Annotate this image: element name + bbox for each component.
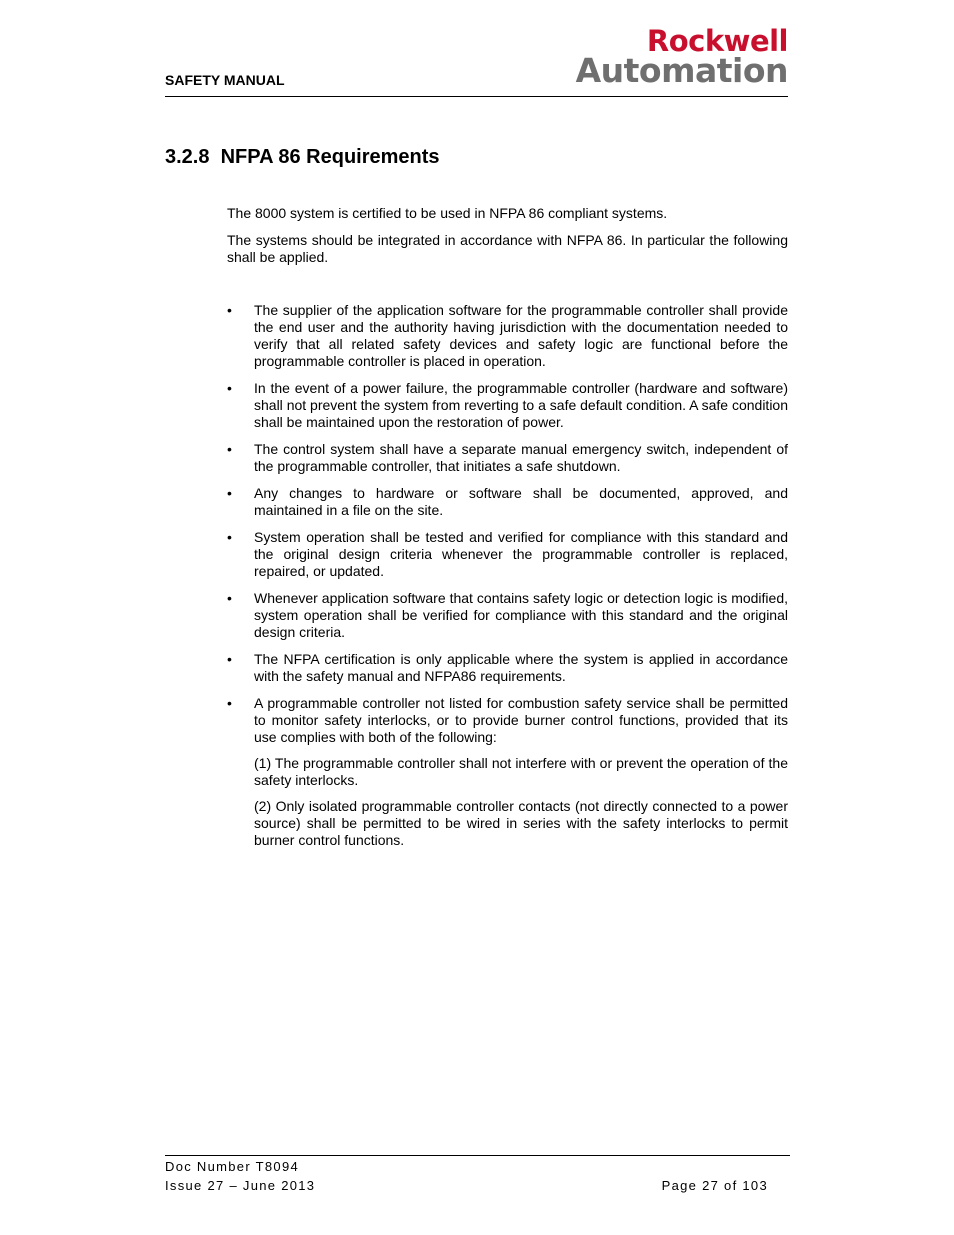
list-item-text: The supplier of the application software for the programmable controller shall provide the end user and the authority having jurisdiction with the documentation needed to verify that all related safety devices and safety logic are functional before the programmable controller is placed in operation. xyxy=(254,302,788,369)
bullet-icon: • xyxy=(227,695,232,711)
page-number: Page 27 of 103 xyxy=(661,1178,768,1193)
list-item-text: The control system shall have a separate manual emergency switch, independent of the programmable controller, that initiates a safe shutdown. xyxy=(254,441,788,474)
section-number: 3.2.8 xyxy=(165,146,210,168)
bullet-icon: • xyxy=(227,485,232,501)
page-footer xyxy=(165,1155,790,1193)
list-item xyxy=(227,695,788,849)
list-item-text: In the event of a power failure, the programmable controller (hardware and software) shall not prevent the system from reverting to a safe default condition. A safe condition shall be maintained upon the restoration of power. xyxy=(254,380,788,430)
list-item-text: Any changes to hardware or software shall be documented, approved, and maintained in a file on the site. xyxy=(254,485,788,518)
header-title: SAFETY MANUAL xyxy=(165,72,285,88)
bullet-icon: • xyxy=(227,529,232,545)
page-header xyxy=(165,26,788,97)
doc-number: Doc Number T8094 xyxy=(165,1159,300,1174)
bullet-icon: • xyxy=(227,651,232,667)
list-item xyxy=(227,441,788,475)
list-item xyxy=(227,302,788,370)
list-item-text: The NFPA certification is only applicable where the system is applied in accordance with the safety manual and NFPA86 requirements. xyxy=(254,651,788,684)
sub-item-1: (1) The programmable controller shall not interfere with or prevent the operation of the safety interlocks. xyxy=(254,755,788,788)
bullet-icon: • xyxy=(227,441,232,457)
section-heading xyxy=(165,146,440,169)
logo-text-rockwell: Rockwell xyxy=(646,24,788,58)
list-item-text: A programmable controller not listed for combustion safety service shall be permitted to monitor safety interlocks, or to provide burner control functions, provided that its use complies with both of the following: xyxy=(254,695,788,745)
logo-text-automation: Automation xyxy=(575,51,788,90)
bullet-icon: • xyxy=(227,590,232,606)
list-item xyxy=(227,651,788,685)
sub-item-2: (2) Only isolated programmable controller contacts (not directly connected to a power source) shall be permitted to be wired in series with the safety interlocks to permit burner control functions. xyxy=(254,798,788,848)
rockwell-automation-logo xyxy=(575,24,788,90)
list-item xyxy=(227,529,788,580)
intro-paragraph-1: The 8000 system is certified to be used in NFPA 86 compliant systems. xyxy=(227,205,668,221)
bullet-icon: • xyxy=(227,380,232,396)
requirements-list xyxy=(227,302,788,849)
section-title: NFPA 86 Requirements xyxy=(220,146,440,168)
list-item-text: Whenever application software that contains safety logic or detection logic is modified, system operation shall be verified for compliance with this standard and the original design criteria. xyxy=(254,590,788,640)
list-item xyxy=(227,485,788,519)
section-body xyxy=(227,205,788,859)
intro-paragraph-2: The systems should be integrated in accordance with NFPA 86. In particular the following shall be applied. xyxy=(227,232,788,265)
bullet-icon: • xyxy=(227,302,232,318)
issue-date: Issue 27 – June 2013 xyxy=(165,1178,316,1193)
list-item-text: System operation shall be tested and verified for compliance with this standard and the original design criteria whenever the programmable controller is replaced, repaired, or updated. xyxy=(254,529,788,579)
list-item xyxy=(227,590,788,641)
list-item xyxy=(227,380,788,431)
